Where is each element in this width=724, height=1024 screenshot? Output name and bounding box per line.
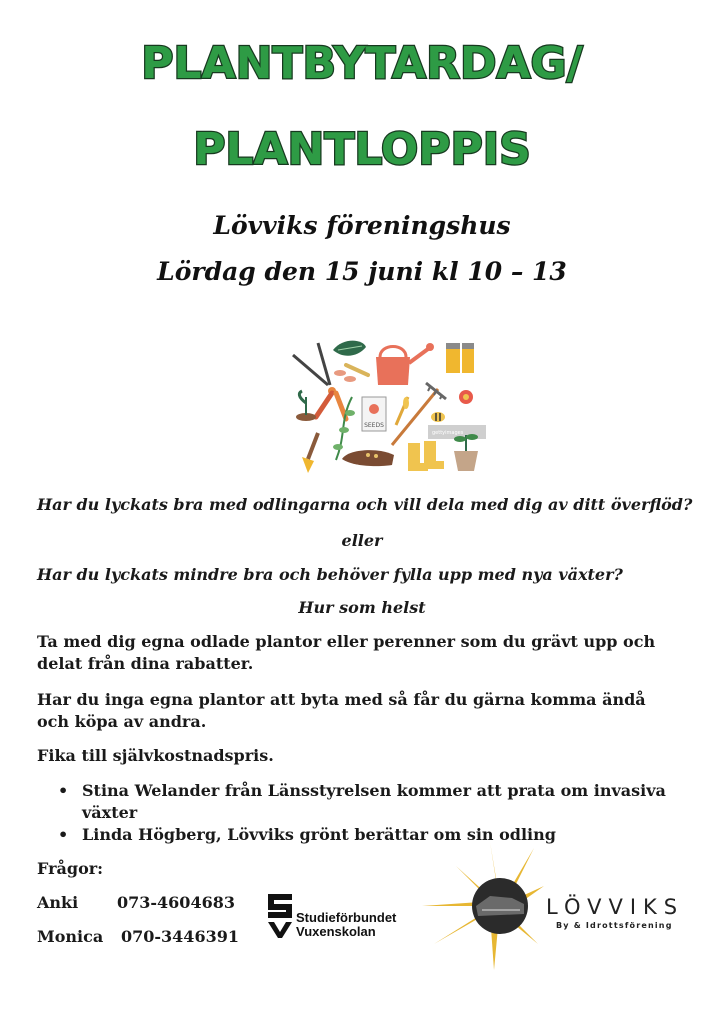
garden-tools-illustration	[288, 335, 493, 475]
list-item: • Linda Högberg, Lövviks grönt berättar om sin odling	[36, 824, 706, 846]
svg-text:gettyimages: gettyimages	[432, 430, 464, 436]
speaker-list	[36, 780, 706, 846]
lovviks-name: LÖVVIKS	[546, 895, 685, 919]
event-datetime: Lördag den 15 juni kl 10 – 13	[157, 257, 567, 286]
anyway-text: Hur som helst	[298, 598, 426, 617]
or-text: eller	[341, 531, 383, 550]
watering-can-icon	[376, 343, 434, 385]
list-item: • Stina Welander från Länsstyrelsen kommer att prata om invasiva växter	[36, 780, 706, 824]
hand-icon	[342, 450, 394, 466]
potted-plant-icon	[454, 434, 478, 471]
question-2: Har du lyckats mindre bra och behöver fylla upp med nya växter?	[37, 565, 623, 584]
sprout-icon	[296, 391, 316, 421]
sv-logo-text: Studieförbundet Vuxenskolan	[296, 910, 397, 939]
svg-text:SEEDS: SEEDS	[364, 422, 384, 429]
sv-logo-icon	[266, 892, 294, 938]
seed-packet-icon	[362, 397, 386, 431]
bee-icon	[431, 412, 445, 422]
contact-phone: 070-3446391	[121, 927, 239, 946]
contact-phone: 073-4604683	[117, 893, 235, 912]
paragraph-buy: Har du inga egna plantor att byta med så får du gärna komma ändå och köpa av andra.	[37, 690, 646, 731]
flower-icon	[459, 390, 473, 404]
contacts-heading: Frågor:	[37, 859, 104, 878]
lovviks-subtitle: By & Idrottsförening	[556, 921, 673, 930]
paragraph-fika: Fika till självkostnadspris.	[37, 746, 274, 765]
gloves-icon	[446, 343, 474, 373]
contact-name: Anki	[37, 893, 79, 912]
paragraph-bring-plants: Ta med dig egna odlade plantor eller perenner som du grävt upp och delat från dina rabatter.	[37, 632, 656, 673]
question-1: Har du lyckats bra med odlingarna och vill dela med dig av ditt överflöd?	[37, 495, 693, 514]
venue: Lövviks föreningshus	[213, 211, 511, 240]
shears-icon	[293, 343, 346, 419]
lovviks-sun-logo-icon	[420, 840, 550, 972]
title-line-2: PLANTLOPPIS	[193, 124, 531, 175]
leaf-icon	[333, 341, 366, 356]
contact-name: Monica	[37, 927, 104, 946]
boots-icon	[408, 441, 444, 471]
title-line-1: PLANTBYTARDAG/	[141, 38, 583, 89]
vine-icon	[333, 397, 355, 460]
trowel-icon	[302, 433, 318, 473]
